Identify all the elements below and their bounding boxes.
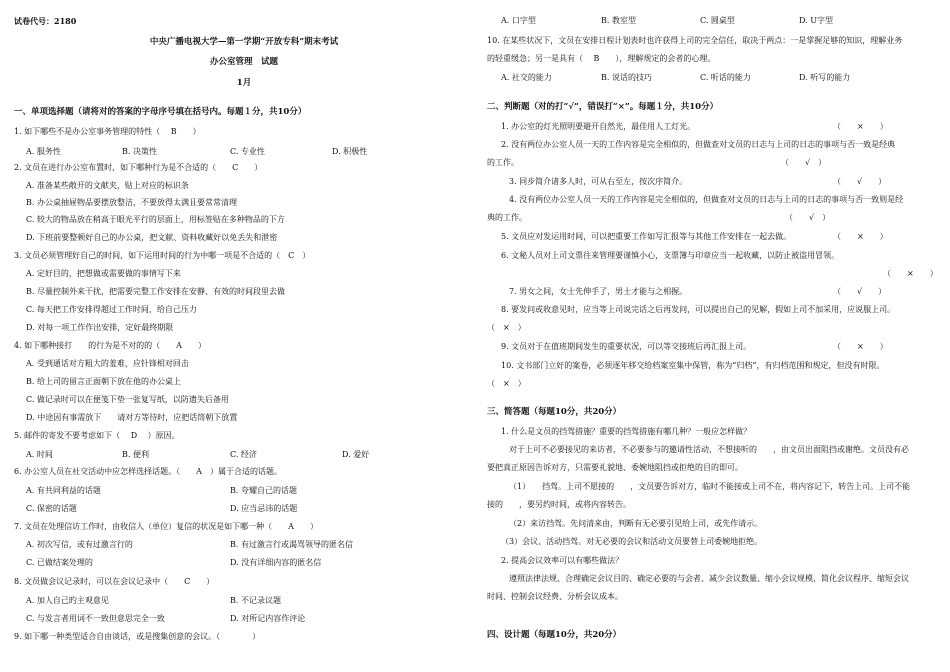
q5-option-a: A. 时间 <box>26 450 53 459</box>
judge-9-answer: （ × ） <box>833 342 888 351</box>
judge-1: 1. 办公室的灯光照明要避开自然光，最佳用人工灯光。 <box>501 122 696 131</box>
question-10-line1: 10. 在某些状况下，文员在安排日程计划表时也许获得上司的完全信任，取决于两点：一是掌握足够的知识，理解业务 <box>487 36 903 45</box>
judge-5: 5. 文员应对发运用时间，可以把重要工作如写汇报等与其他工作安排在一起去做。 <box>501 232 792 241</box>
question-1: 1. 如下哪些不是办公室事务管理的特性（ B ） <box>14 127 201 136</box>
short-answer-1-p6: （3）会议、活动挡驾。对无必要的会议和活动文员要替上司委婉地拒绝。 <box>501 537 763 546</box>
judge-2-line1: 2. 没有两位办公室人员一天的工作内容是完全相似的，但做查对文员的日志与上司的日志的事项与否一致是经典 <box>501 140 896 149</box>
q2-option-a: A. 准备某些敞开的文献夹，贴上对应的标识条 <box>26 181 189 190</box>
q7-option-b: B. 有过激言行或渴骂领导的匿名信 <box>230 540 353 549</box>
q7-option-d: D. 没有详细内容的匿名信 <box>230 558 322 567</box>
q1-option-b: B. 决策性 <box>122 147 157 156</box>
question-10-line2: 的轻重缓急；另一是具有（ B ），理解规定的会者的心理。 <box>487 54 716 63</box>
q4-option-c: C. 做记录时可以在便笺下垫一张复写纸，以防遗失后备用 <box>26 395 229 404</box>
judge-9: 9. 文员对于在值班期间发生的重要状况，可以等交接班后再汇报上司。 <box>501 342 752 351</box>
q1-option-a: A. 服务性 <box>26 147 61 156</box>
q3-option-d: D. 对每一项工作作出安排，定好最终期限 <box>26 323 174 332</box>
q8-option-a: A. 加人自己旳主观意见 <box>26 596 109 605</box>
q8-option-d: D. 对所记内容作评论 <box>230 614 306 623</box>
section-3-heading: 三、简答题（每题10分，共20分） <box>487 407 622 417</box>
short-answer-2: 2. 提高会议效率可以有哪些做法？ <box>501 556 624 565</box>
judge-4-line1: 4. 没有两位办公室人员一天的工作内容是完全相似的，但做查对文员的日志与上司的日志的事项与否一致则是经 <box>509 195 904 204</box>
q1-option-d: D. 积极性 <box>332 147 368 156</box>
q6-option-a: A. 有共同利益的话题 <box>26 486 101 495</box>
short-answer-1-p1: 对于上可不必要接见的来访者，不必要参与的邀请性活动，不想接听的 ，由文员出面阻挡或谢绝。文员没有必 <box>509 445 909 454</box>
short-answer-1-p3: （1） 挡驾。上司不愿接的 ，文员要告诉对方，临时不能接或上司不在，将内容记下，转告上司。上司不能 <box>509 482 911 491</box>
question-8: 8. 文员做会议记录时，可以在会议记录中（ C ） <box>14 577 215 586</box>
judge-4-line2: 典的工作。 <box>487 213 527 222</box>
question-9: 9. 如下哪一种类型适合自由谈话，或是搜集创意的会议。（ ） <box>14 632 261 641</box>
judge-8-answer: （ × ） <box>487 323 526 332</box>
judge-3-answer: （ √ ） <box>833 177 887 186</box>
q9-option-b: B. 教室型 <box>601 16 636 25</box>
judge-6: 6. 文秘人员对上司文票往来管理要谨慎小心，支票簿与印章应当一起收藏，以防止被盗用冒领。 <box>501 251 840 260</box>
q9-option-c: C. 圆桌型 <box>700 16 735 25</box>
question-2: 2. 文员在进行办公室布置时，如下哪种行为是不合适的（ C ） <box>14 163 263 172</box>
short-answer-1: 1. 什么是文员的挡驾措施？重要的挡驾措施有哪几种？一般应怎样做？ <box>501 427 752 436</box>
short-answer-1-p5: （2）来访挡驾。先问清来由，判断有无必要引见给上司，或先作请示。 <box>509 519 763 528</box>
q4-option-a: A. 受到通话对方粗大的羞难，应针锋相对回击 <box>26 359 189 368</box>
section-1-heading: 一、单项选择题（请将对的答案的字母序号填在括号内。每题１分，共10分） <box>14 107 307 117</box>
q2-option-d: D. 下班前要整顿好自己的办公桌，把文献、资料收藏好以免丢失和泄密 <box>26 233 278 242</box>
short-answer-2-p1: 遵照法律法规、合理确定会议目的、确定必要的与会者、减少会议数量、缩小会议规模，简化会议程序、缩短会议 <box>509 574 909 583</box>
q6-option-d: D. 应当忌讳的话题 <box>230 504 298 513</box>
q8-option-b: B. 不记录议题 <box>230 596 281 605</box>
judge-3: 3. 同步简介诸多人时，可从右至左，按次序简介。 <box>509 177 688 186</box>
q7-option-c: C. 已做结案处理的 <box>26 558 93 567</box>
q5-option-d: D. 爱好 <box>342 450 370 459</box>
q7-option-a: A. 初次写信，或有过激言行的 <box>26 540 133 549</box>
q1-option-c: C. 专业性 <box>230 147 265 156</box>
section-4-heading: 四、设计题（每题10分，共20分） <box>487 630 622 640</box>
judge-6-answer: （ × ） <box>883 269 938 278</box>
exam-code: 试卷代号：2180 <box>14 16 77 26</box>
q3-option-c: C. 每天把工作安排得超过工作时间，给自己压力 <box>26 305 197 314</box>
q9-option-d: D. U字型 <box>799 16 833 25</box>
q2-option-b: B. 办公桌抽屉物品要摆放整洁，不要放得太满且要常常清理 <box>26 198 237 207</box>
exam-title: 中央广播电视大学—第一学期“开放专科”期末考试 <box>149 37 339 47</box>
judge-2-line2: 的工作。 <box>487 158 519 167</box>
q2-option-c: C. 较大的物品放在稍高于眼光平行的层面上，用标签贴在多种物品的下方 <box>26 215 285 224</box>
judge-7: 7. 男女之间，女士先伸手了，男士才能与之相握。 <box>509 287 688 296</box>
judge-8-line1: 8. 要发问或收意见时，应当等上司说完话之后再发问，可以提出自己的见解，假如上司不加采用，应说服上司。 <box>501 305 896 314</box>
exam-subtitle: 办公室管理 试题 <box>209 57 278 67</box>
judge-7-answer: （ √ ） <box>833 287 887 296</box>
q9-option-a: A. 口字型 <box>501 16 536 25</box>
q10-option-d: D. 听写的能力 <box>799 73 851 82</box>
q5-option-c: C. 经济 <box>230 450 257 459</box>
short-answer-2-p2: 时间、控制会议经费、分析会议成本。 <box>487 592 623 601</box>
question-7: 7. 文员在处理信访工作时，由收信人（单位）复信的状况是如下哪一种（ A ） <box>14 522 318 531</box>
q3-option-b: B. 尽量控制外来干扰，把需要完整工作安排在安静、有效的时间段里去做 <box>26 287 285 296</box>
question-3: 3. 文员必须管理好自己的时间，如下运用时间的行为中哪一项是不合适的（ C ） <box>14 251 311 260</box>
judge-5-answer: （ × ） <box>833 232 888 241</box>
q10-option-c: C. 听话的能力 <box>700 73 751 82</box>
judge-2-answer: （ √ ） <box>781 158 827 167</box>
q4-option-d: D. 中途因有事需放下 请对方等待时，应把话筒朝下放置 <box>26 413 238 422</box>
judge-4-answer: （ √ ） <box>785 213 831 222</box>
q3-option-a: A. 定好目的，把想做或需要做的事情写下来 <box>26 269 181 278</box>
q6-option-c: C. 保密的话题 <box>26 504 77 513</box>
q8-option-c: C. 与发言者用词不一致但意思完全一致 <box>26 614 165 623</box>
question-5: 5. 邮件的寄发不要考虑如下（ D ）原因。 <box>14 431 180 440</box>
judge-1-answer: （ × ） <box>833 122 888 131</box>
short-answer-1-p4: 接的 ，要另约时间，或将内容转告。 <box>487 500 631 509</box>
section-2-heading: 二、判断题（对的打“√”，错误打“×”。每题１分，共10分） <box>487 102 719 112</box>
short-answer-1-p2: 要把真正原因告诉对方，只需要礼貌地、委婉地阻挡或拒绝的目的即可。 <box>487 463 743 472</box>
q5-option-b: B. 便利 <box>122 450 149 459</box>
question-4: 4. 如下哪种接打 的行为是不对的的（ A ） <box>14 341 206 350</box>
q6-option-b: B. 夸耀自己的话题 <box>230 486 297 495</box>
judge-10-line1: 10. 文书部门立好的案卷，必须逐年移交给档案室集中保管，称为“归档”，有归档范围和规定，但没有时限。 <box>501 361 885 370</box>
question-6: 6. 办公室人员在社交活动中应怎样选择话题。（ A ）属于合适的话题。 <box>14 467 282 476</box>
q10-option-a: A. 社交的能力 <box>501 73 552 82</box>
q4-option-b: B. 给上司的留言正面朝下放在他的办公桌上 <box>26 377 181 386</box>
q10-option-b: B. 说话的技巧 <box>601 73 652 82</box>
judge-10-answer: （ × ） <box>487 379 526 388</box>
exam-date: 1月 <box>236 78 252 88</box>
